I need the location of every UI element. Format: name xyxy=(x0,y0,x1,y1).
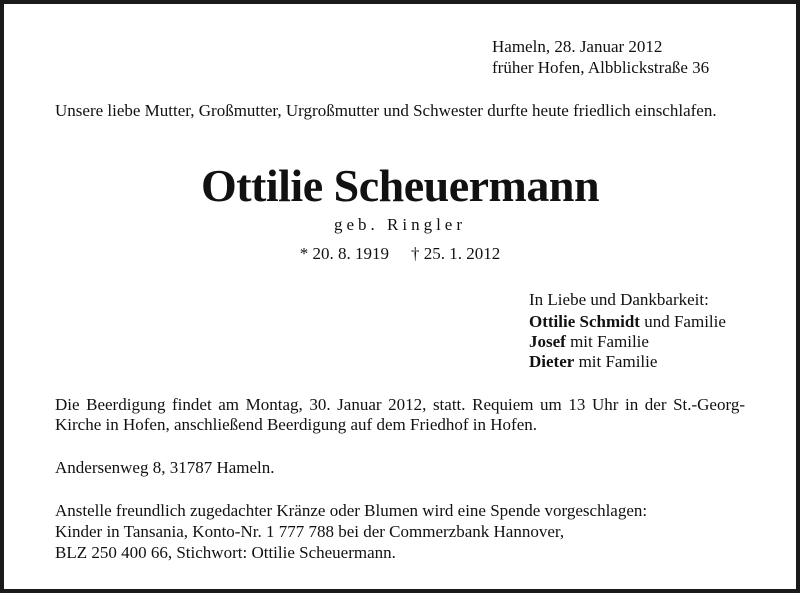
signature-line xyxy=(529,352,657,372)
signatory-name: Josef xyxy=(529,332,566,351)
signatory-name: Ottilie Schmidt xyxy=(529,312,640,331)
signature-heading: In Liebe und Dankbarkeit: xyxy=(529,290,709,309)
intro-text: Unsere liebe Mutter, Großmutter, Urgroßmutter und Schwester durfte heute friedlich einschlafen. xyxy=(55,101,717,120)
mourning-address: Andersenweg 8, 31787 Hameln. xyxy=(55,458,275,477)
donation-account: Kinder in Tansania, Konto-Nr. 1 777 788 bei der Commerzbank Hannover, xyxy=(55,522,565,541)
donation-request: Anstelle freundlich zugedachter Kränze oder Blumen wird eine Spende vorgeschlagen: xyxy=(55,501,648,520)
signatory-name: Dieter xyxy=(529,352,575,371)
signatory-suffix: und Familie xyxy=(639,312,726,331)
maiden-name: geb. Ringler xyxy=(333,215,467,234)
life-dates xyxy=(4,244,796,264)
signature-line xyxy=(529,312,726,332)
funeral-info: Die Beerdigung findet am Montag, 30. Januar 2012, statt. Requiem um 13 Uhr in der St.-Georg-Kirche in Hofen, anschließend Beerdigung auf dem Friedhof in Hofen. xyxy=(55,395,745,434)
deceased-name: Ottilie Scheuermann xyxy=(200,160,600,211)
signature-line xyxy=(529,332,649,352)
place-date: Hameln, 28. Januar 2012 xyxy=(492,37,663,56)
death-date: † 25. 1. 2012 xyxy=(411,244,501,263)
signatory-suffix: mit Familie xyxy=(574,352,658,371)
former-address: früher Hofen, Albblickstraße 36 xyxy=(492,58,710,77)
donation-reference: BLZ 250 400 66, Stichwort: Ottilie Scheuermann. xyxy=(55,543,396,562)
birth-date: * 20. 8. 1919 xyxy=(299,244,389,263)
signatory-suffix: mit Familie xyxy=(565,332,649,351)
